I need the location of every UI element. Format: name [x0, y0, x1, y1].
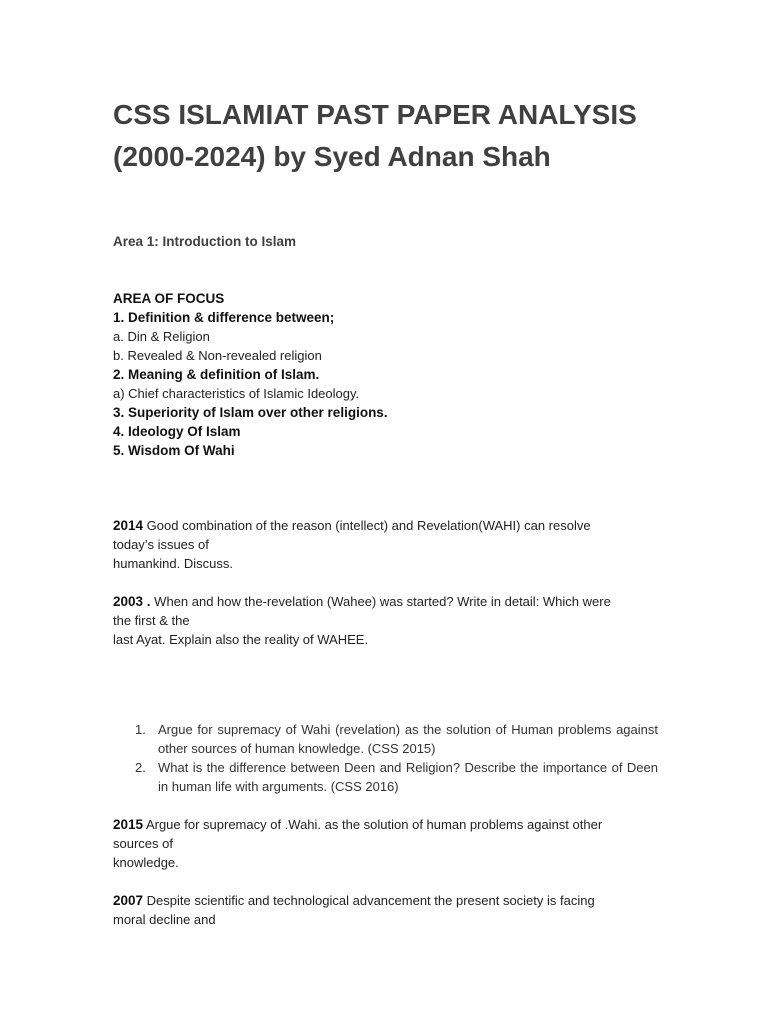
question-text: humankind. Discuss. — [113, 556, 233, 571]
focus-item: 1. Definition & difference between; — [113, 310, 335, 325]
focus-item: 4. Ideology Of Islam — [113, 424, 241, 439]
question-text: the first & the — [113, 613, 190, 628]
question-year: 2015 — [113, 817, 144, 832]
question-text: Argue for supremacy of .Wahi. as the solution of human problems against other — [145, 817, 603, 832]
list-text: What is the difference between Deen and Religion? Describe the importance of Deen in human life with arguments. (CSS 2016) — [158, 760, 658, 794]
focus-item: 2. Meaning & definition of Islam. — [113, 367, 320, 382]
question-text: today’s issues of — [113, 537, 209, 552]
list-text: Argue for supremacy of Wahi (revelation) as the solution of Human problems against other sources of human knowledge. (CSS 2015) — [158, 722, 658, 756]
question-2015 — [113, 815, 658, 872]
question-year: 2007 — [113, 893, 144, 908]
question-text: When and how the-revelation (Wahee) was started? Write in detail: Which were — [154, 594, 611, 609]
area-of-focus — [113, 289, 673, 460]
question-text: last Ayat. Explain also the reality of WAHEE. — [113, 632, 369, 647]
question-2014 — [113, 516, 658, 573]
question-year: 2014 — [113, 518, 144, 533]
question-text: Despite scientific and technological advancement the present society is facing — [146, 893, 595, 908]
focus-item: 5. Wisdom Of Wahi — [113, 443, 235, 458]
question-text: knowledge. — [113, 855, 179, 870]
focus-item: 3. Superiority of Islam over other religions. — [113, 405, 388, 420]
list-number: 2. — [135, 760, 146, 775]
list-item — [113, 758, 658, 796]
area-heading: Area 1: Introduction to Islam — [113, 234, 297, 249]
list-number: 1. — [135, 722, 146, 737]
question-2003 — [113, 592, 658, 649]
focus-subitem: a) Chief characteristics of Islamic Ideology. — [113, 386, 360, 401]
question-year: 2003 . — [113, 594, 151, 609]
document-title: CSS ISLAMIAT PAST PAPER ANALYSIS (2000-2024) by Syed Adnan Shah — [113, 99, 637, 172]
question-text: sources of — [113, 836, 173, 851]
focus-heading: AREA OF FOCUS — [113, 291, 225, 306]
question-text: Good combination of the reason (intellect) and Revelation(WAHI) can resolve — [146, 518, 591, 533]
focus-subitem: a. Din & Religion — [113, 329, 210, 344]
numbered-list — [113, 720, 658, 796]
list-item — [113, 720, 658, 758]
question-text: moral decline and — [113, 912, 216, 927]
focus-subitem: b. Revealed & Non-revealed religion — [113, 348, 322, 363]
question-2007 — [113, 891, 658, 929]
